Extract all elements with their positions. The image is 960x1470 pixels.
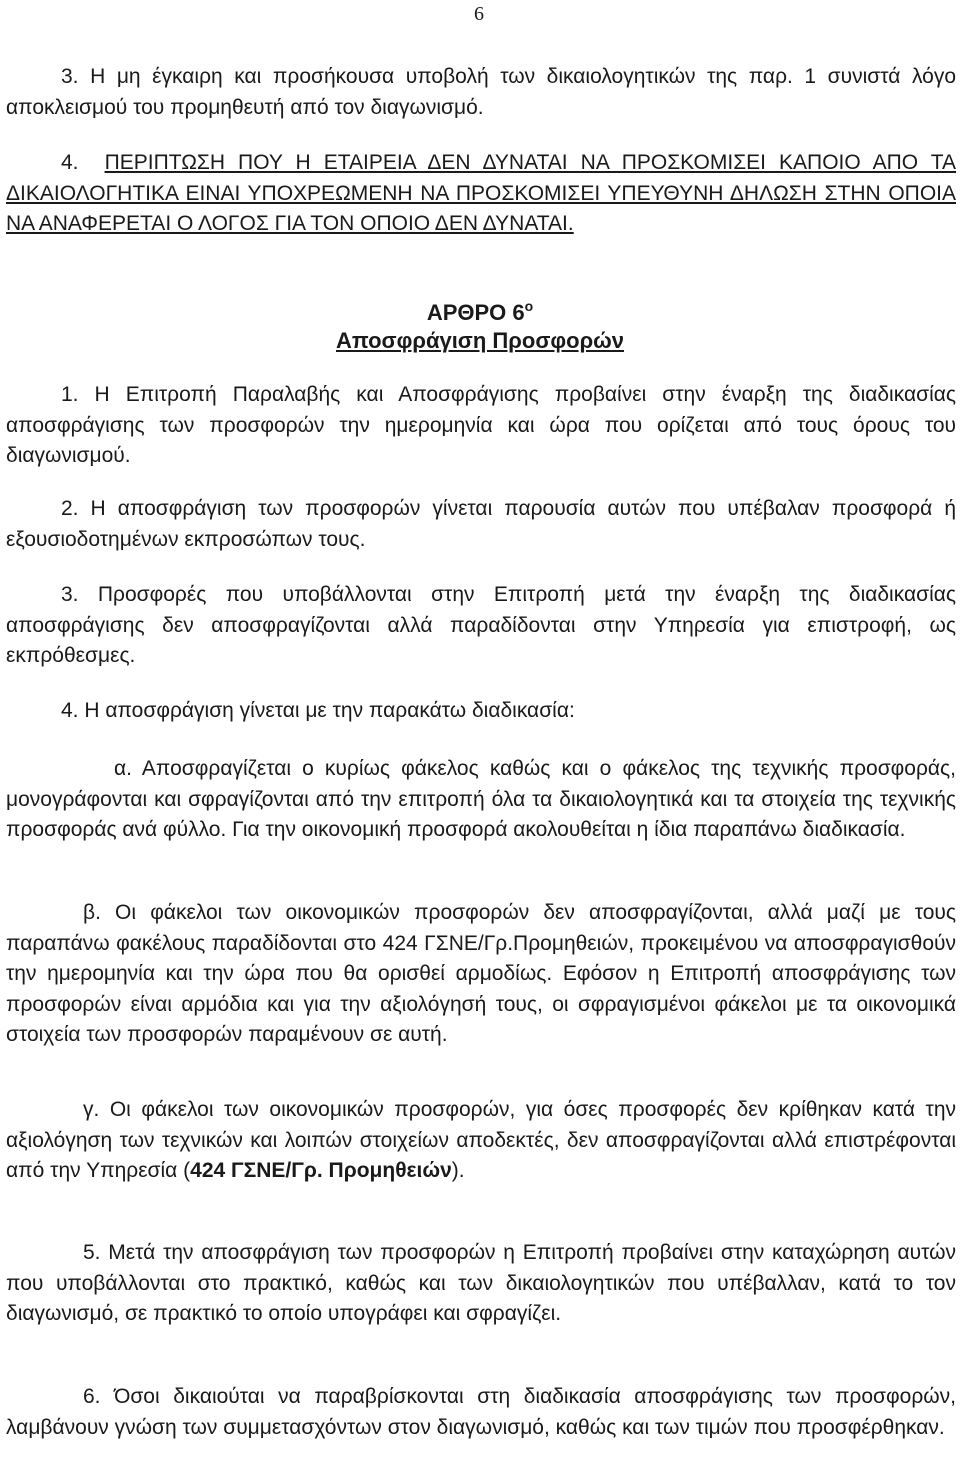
paragraph-4-previous <box>6 148 956 240</box>
article-title <box>0 298 960 329</box>
item-4c-bold: 424 ΓΣΝΕ/Γρ. Προμηθειών <box>190 1159 452 1182</box>
item-5: 5. Μετά την αποσφράγιση των προσφορών η Επιτροπή προβαίνει στην καταχώρηση αυτών που υποβάλλονται στο πρακτικό, καθώς και των δικαιολογητικών που υπέβαλλαν, κατά το τον διαγωνισμό, σε πρακτικό το οποίο υπογράφει και σφραγίζει. <box>6 1241 956 1325</box>
page-number: 6 <box>474 3 484 25</box>
item-1: 1. Η Επιτροπή Παραλαβής και Αποσφράγισης προβαίνει στην έναρξη της διαδικασίας αποσφράγισης των προσφορών την ημερομηνία και ώρα που ορίζεται από τους όρους του διαγωνισμού. <box>6 383 956 467</box>
item-4c-end: ). <box>451 1159 465 1182</box>
item-4c-text: γ. Οι φάκελοι των οικονομικών προσφορών, για όσες προσφορές δεν κρίθηκαν κατά την αξιολόγηση των τεχνικών και λοιπών στοιχείων αποδεκτές, δεν αποσφραγίζονται αλλά επιστρέφονται από την Υπηρεσία ( <box>6 1098 956 1182</box>
item-3: 3. Προσφορές που υποβάλλονται στην Επιτροπή μετά την έναρξη της διαδικασίας αποσφράγισης δεν αποσφραγίζονται αλλά παραδίδονται στην Υπηρεσία για επιστροφή, ως εκπρόθεσμες. <box>6 583 956 667</box>
paragraph-3-previous: 3. Η μη έγκαιρη και προσήκουσα υποβολή των δικαιολογητικών της παρ. 1 συνιστά λόγο αποκλεισμού του προμηθευτή από τον διαγωνισμό. <box>6 65 956 119</box>
item-4b: β. Οι φάκελοι των οικονομικών προσφορών δεν αποσφραγίζονται, αλλά μαζί με τους παραπάνω φακέλους παραδίδονται στο 424 ΓΣΝΕ/Γρ.Προμηθειών, προκειμένου να αποσφραγισθούν την ημερομηνία και την ώρα που θα ορισθεί αρμοδίως. Εφόσον η Επιτροπή αποσφράγισης των προσφορών είναι αρμόδια και για την αξιολόγησή τους, οι σφραγισμένοι φάκελοι με τα οικονομικά στοιχεία των προσφορών παραμένουν σε αυτή. <box>6 901 956 1046</box>
item-2: 2. Η αποσφράγιση των προσφορών γίνεται παρουσία αυτών που υπέβαλαν προσφορά ή εξουσιοδοτημένων εκπροσώπων τους. <box>6 497 956 551</box>
article-subtitle: Αποσφράγιση Προσφορών <box>335 328 625 353</box>
item-4: 4. Η αποσφράγιση γίνεται με την παρακάτω διαδικασία: <box>61 699 575 722</box>
item-4c <box>6 1095 956 1187</box>
article-title-text: ΑΡΘΡΟ 6 <box>426 300 525 325</box>
item-4a: α. Αποσφραγίζεται ο κυρίως φάκελος καθώς και ο φάκελος της τεχνικής προσφοράς, μονογράφονται και σφραγίζονται από την επιτροπή όλα τα δικαιολογητικά και τα στοιχεία της τεχνικής προσφοράς ανά φύλλο. Για την οικονομική προσφορά ακολουθείται η ίδια παραπάνω διαδικασία. <box>6 757 956 841</box>
paragraph-4-number: 4. <box>61 151 79 174</box>
paragraph-4-uppercase-text: ΠΕΡΙΠΤΩΣΗ ΠΟΥ Η ΕΤΑΙΡΕΙΑ ΔΕΝ ΔΥΝΑΤΑΙ ΝΑ ΠΡΟΣΚΟΜΙΣΕΙ ΚΑΠΟΙΟ ΑΠΟ ΤΑ ΔΙΚΑΙΟΛΟΓΗΤΙΚΑ ΕΙΝΑΙ ΥΠΟΧΡΕΩΜΕΝΗ ΝΑ ΠΡΟΣΚΟΜΙΣΕΙ ΥΠΕΥΘΥΝΗ ΔΗΛΩΣΗ ΣΤΗΝ ΟΠΟΙΑ ΝΑ ΑΝΑΦΕΡΕΤΑΙ Ο ΛΟΓΟΣ ΓΙΑ ΤΟΝ ΟΠΟΙΟ ΔΕΝ ΔΥΝΑΤΑΙ. <box>6 151 957 235</box>
article-title-superscript: ο <box>524 298 534 314</box>
item-6: 6. Όσοι δικαιούται να παραβρίσκονται στη διαδικασία αποσφράγισης των προσφορών, λαμβάνουν γνώση των συμμετασχόντων στον διαγωνισμό, καθώς και των τιμών που προσφέρθηκαν. <box>6 1385 956 1439</box>
